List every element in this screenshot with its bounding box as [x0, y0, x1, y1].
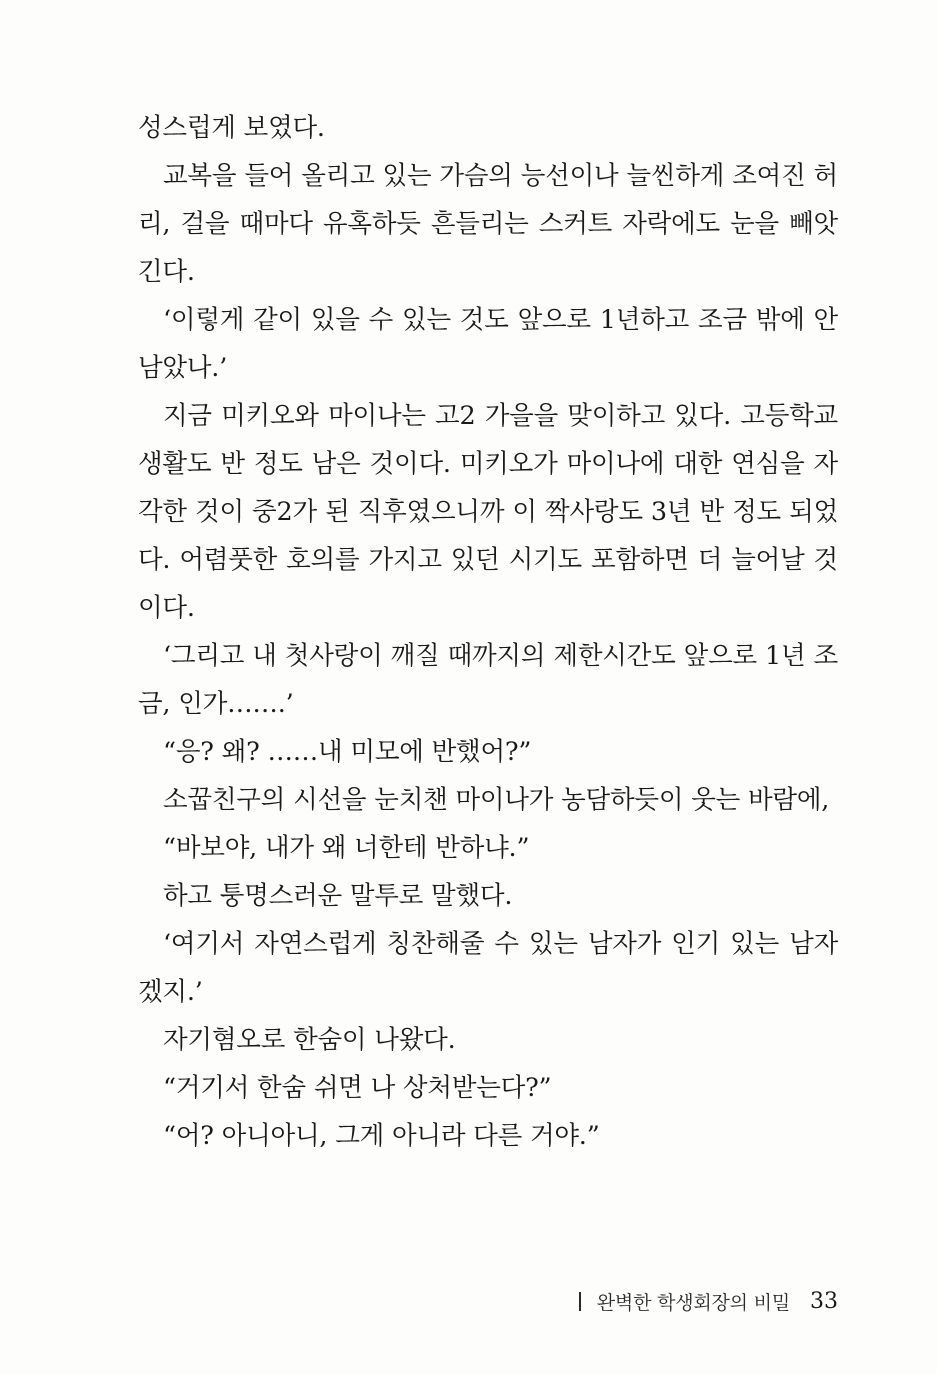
paragraph: 자기혐오로 한숨이 나왔다. — [163, 1025, 456, 1055]
paragraph: 성스럽게 보였다. — [138, 113, 325, 143]
paragraph: 교복을 들어 올리고 있는 가슴의 능선이나 늘씬하게 조여진 허리, 걸을 때마다 유혹하듯 흔들리는 스커트 자락에도 눈을 빼앗긴다. — [138, 161, 838, 287]
paragraph: ‘이렇게 같이 있을 수 있는 것도 앞으로 1년하고 조금 밖에 안 남았나.’ — [138, 305, 838, 383]
paragraph: “어? 아니아니, 그게 아니라 다른 거야.” — [163, 1121, 600, 1151]
paragraph: 지금 미키오와 마이나는 고2 가을을 맞이하고 있다. 고등학교 생활도 반 정도 남은 것이다. 미키오가 마이나에 대한 연심을 자각한 것이 중2가 된 직후였으니까 이 짝사랑도 3년 반 정도 되었다. 어렴풋한 호의를 가지고 있던 시기도 포함하면 더 늘어날 것이다. — [138, 401, 838, 623]
page-footer — [138, 1286, 838, 1316]
paragraph: ‘여기서 자연스럽게 칭찬해줄 수 있는 남자가 인기 있는 남자겠지.’ — [138, 929, 838, 1007]
footer-divider-icon — [579, 1292, 581, 1311]
body-text-column — [138, 104, 838, 1160]
paragraph: “응? 왜? ……내 미모에 반했어?” — [163, 737, 532, 767]
page-number: 33 — [810, 1288, 838, 1314]
paragraph: ‘그리고 내 첫사랑이 깨질 때까지의 제한시간도 앞으로 1년 조금, 인가…….’ — [138, 641, 838, 719]
paragraph: 하고 퉁명스러운 말투로 말했다. — [163, 881, 513, 911]
paragraph: “바보야, 내가 왜 너한테 반하냐.” — [163, 833, 530, 863]
running-title: 완벽한 학생회장의 비밀 — [596, 1291, 790, 1314]
paragraph: 소꿉친구의 시선을 눈치챈 마이나가 농담하듯이 웃는 바람에, — [163, 785, 830, 815]
paragraph: “거기서 한숨 쉬면 나 상처받는다?” — [163, 1073, 552, 1103]
